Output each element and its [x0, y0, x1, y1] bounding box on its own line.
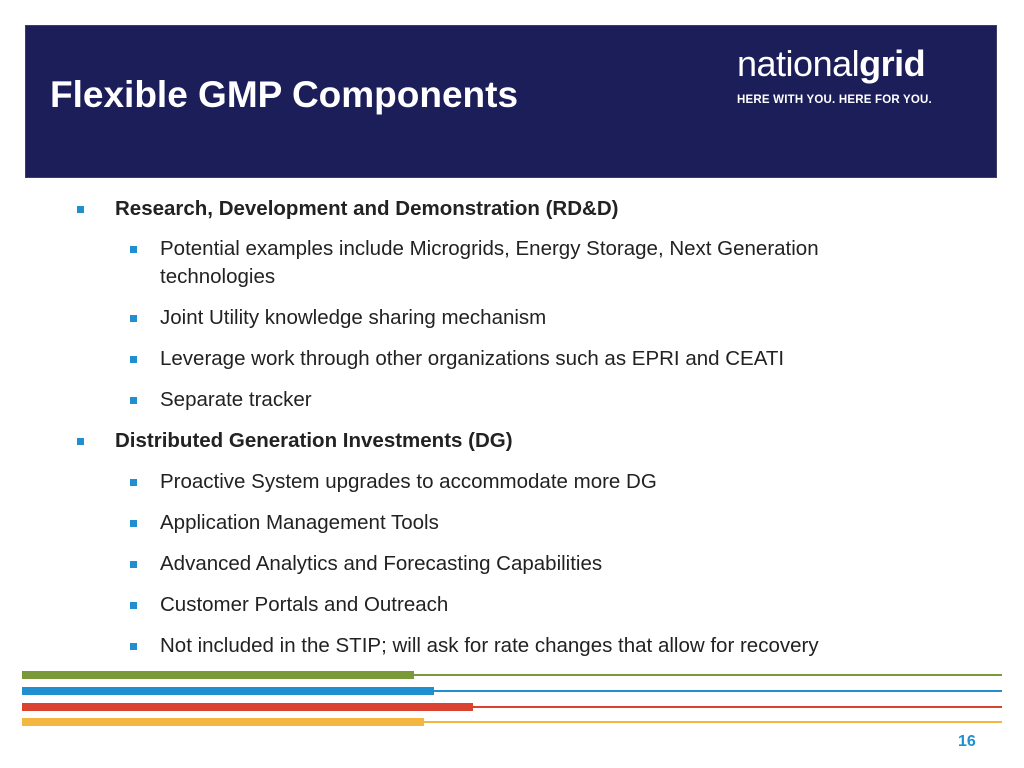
- square-bullet-icon: [130, 315, 137, 322]
- list-item: [160, 591, 920, 619]
- national-grid-logo: [737, 44, 932, 106]
- stripe-yellow: [22, 721, 1002, 723]
- logo-word-light: national: [737, 43, 860, 84]
- page-title: Flexible GMP Components: [50, 74, 519, 115]
- stripe-blue: [22, 690, 1002, 692]
- square-bullet-icon: [77, 206, 84, 213]
- square-bullet-icon: [130, 246, 137, 253]
- logo-wordmark: [737, 44, 932, 84]
- square-bullet-icon: [130, 643, 137, 650]
- list-item-text: Not included in the STIP; will ask for rate changes that allow for recovery: [160, 634, 819, 657]
- list-item: [160, 235, 920, 291]
- list-item: [160, 345, 920, 373]
- logo-word-bold: grid: [859, 43, 926, 84]
- square-bullet-icon: [77, 438, 84, 445]
- list-item-text: Joint Utility knowledge sharing mechanism: [160, 306, 547, 329]
- section-heading-text: Research, Development and Demonstration (RD&D): [115, 197, 619, 220]
- logo-tagline: HERE WITH YOU. HERE FOR YOU.: [737, 94, 932, 106]
- list-item: [160, 550, 920, 578]
- square-bullet-icon: [130, 479, 137, 486]
- list-item: [160, 304, 920, 332]
- page-number: 16: [958, 733, 976, 750]
- list-item-text: Proactive System upgrades to accommodate more DG: [160, 470, 657, 493]
- list-item: [160, 468, 920, 496]
- list-item: [160, 509, 920, 537]
- list-item: [160, 632, 920, 660]
- list-item-text: Potential examples include Microgrids, Energy Storage, Next Generation technologies: [160, 237, 819, 288]
- square-bullet-icon: [130, 520, 137, 527]
- list-item-text: Application Management Tools: [160, 511, 439, 534]
- section-heading: [115, 195, 618, 223]
- section-heading-text: Distributed Generation Investments (DG): [115, 429, 513, 452]
- stripe-blue-segment: [22, 687, 434, 695]
- stripe-red: [22, 706, 1002, 708]
- list-item: [160, 386, 920, 414]
- list-item-text: Customer Portals and Outreach: [160, 593, 449, 616]
- square-bullet-icon: [130, 356, 137, 363]
- stripe-yellow-segment: [22, 718, 424, 726]
- list-item-text: Advanced Analytics and Forecasting Capabilities: [160, 552, 603, 575]
- list-item-text: Separate tracker: [160, 388, 312, 411]
- section-heading: [115, 427, 513, 455]
- stripe-green: [22, 674, 1002, 676]
- square-bullet-icon: [130, 602, 137, 609]
- stripe-green-segment: [22, 671, 414, 679]
- square-bullet-icon: [130, 561, 137, 568]
- stripe-red-segment: [22, 703, 473, 711]
- square-bullet-icon: [130, 397, 137, 404]
- list-item-text: Leverage work through other organizations such as EPRI and CEATI: [160, 347, 785, 370]
